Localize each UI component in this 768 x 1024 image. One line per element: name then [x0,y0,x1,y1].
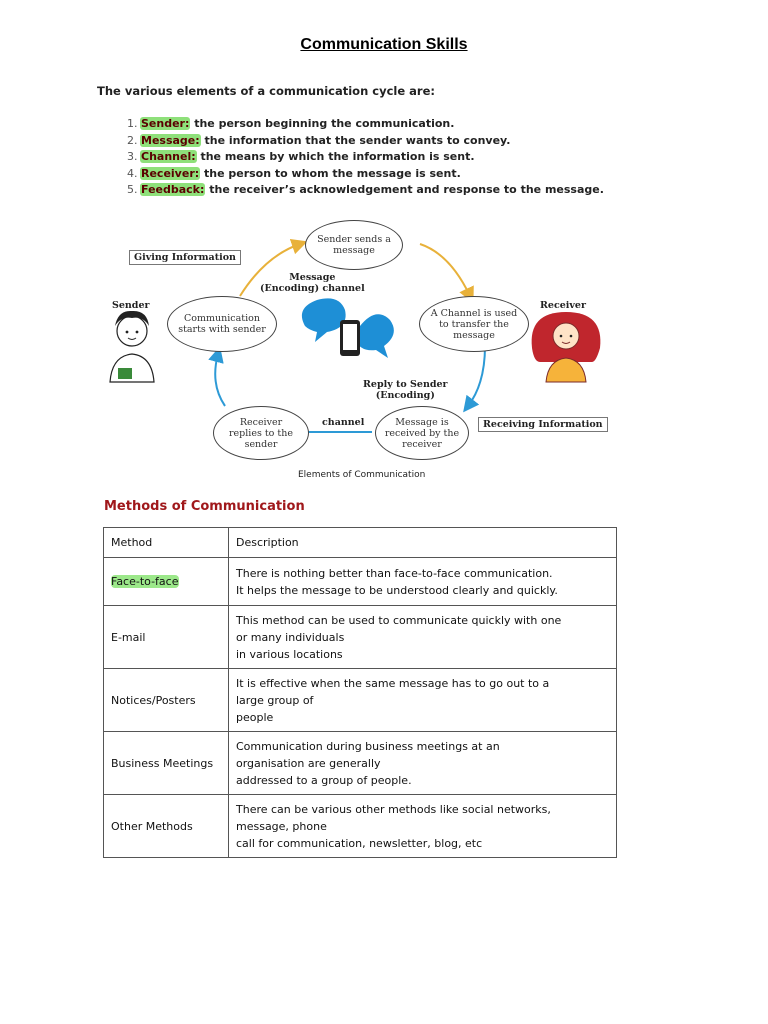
table-row [104,732,617,795]
description-line: in various locations [236,647,343,661]
method-cell [104,795,229,858]
label-channel: channel [322,417,365,428]
description-cell [229,732,617,795]
node-message-received: Message is received by the receiver [375,406,469,460]
label-reply-encoding: (Encoding) [375,390,435,401]
description-line: call for communication, newsletter, blog, etc [236,836,483,850]
description-line: addressed to a group of people. [236,773,412,787]
element-desc: the means by which the information is sent. [200,150,475,164]
elements-list [127,116,604,199]
label-message-encoding [260,272,365,294]
column-header-description: Description [229,528,617,558]
list-number: 5. [127,183,138,197]
label-receiver: Receiver [540,300,586,311]
element-desc: the receiver’s acknowledgement and response to the message. [209,183,604,197]
method-name: Other Methods [111,819,193,833]
description-line: Communication during business meetings at an [236,739,500,753]
arrow-top-to-right [420,244,470,296]
list-number: 1. [127,117,138,130]
element-term: Feedback: [141,183,205,197]
node-channel-transfer: A Channel is used to transfer the message [419,296,529,352]
list-item [127,149,604,166]
description-line: It is effective when the same message has to go out to a [236,676,550,690]
method-name: Face-to-face [111,575,179,588]
description-cell [229,795,617,858]
label-message: Message [289,272,336,283]
table-row [104,606,617,669]
method-cell [104,558,229,606]
description-line: large group of [236,693,314,707]
description-cell [229,558,617,606]
method-name: E-mail [111,630,146,644]
methods-heading: Methods of Communication [104,499,305,514]
receiver-avatar [532,312,601,382]
list-item [127,166,604,183]
description-line: It helps the message to be understood clearly and quickly. [236,583,558,597]
description-line: or many individuals [236,630,345,644]
label-receiving-information: Receiving Information [478,417,608,432]
element-term: Receiver: [141,166,200,180]
label-reply-to-sender [363,379,448,401]
description-line: message, phone [236,819,327,833]
description-line: people [236,710,274,724]
page-title: Communication Skills [300,36,468,53]
method-cell [104,669,229,732]
description-line: organisation are generally [236,756,381,770]
node-communication-starts: Communication starts with sender [167,296,277,352]
label-reply: Reply to Sender [363,379,448,390]
element-desc: the information that the sender wants to convey. [204,133,511,147]
intro-text: The various elements of a communication cycle are: [97,84,435,98]
arrow-right-to-bottom [468,346,485,406]
list-item [127,182,604,199]
methods-table [103,527,617,858]
element-desc: the person to whom the message is sent. [203,166,461,180]
communication-cycle-diagram [100,214,630,486]
sender-avatar [110,311,154,382]
description-line: There is nothing better than face-to-face communication. [236,566,553,580]
table-row [104,795,617,858]
element-term: Sender: [141,117,190,130]
method-name: Notices/Posters [111,693,196,707]
label-giving-information: Giving Information [129,250,241,265]
element-term: Message: [141,133,200,147]
method-cell [104,732,229,795]
chat-phone-icon [302,298,394,358]
column-header-method: Method [104,528,229,558]
label-encoding-channel: (Encoding) channel [260,283,365,294]
node-sender-sends-message: Sender sends a message [305,220,403,270]
element-desc: the person beginning the communication. [194,117,455,130]
list-number: 4. [127,166,138,180]
diagram-caption: Elements of Communication [298,470,426,480]
list-item [127,116,604,133]
method-name: Business Meetings [111,756,214,770]
label-sender: Sender [112,300,150,311]
description-line: There can be various other methods like social networks, [236,802,551,816]
method-cell [104,606,229,669]
table-row [104,669,617,732]
list-item [127,133,604,150]
description-line: This method can be used to communicate quickly with one [236,613,562,627]
arrow-bottom-to-left [215,354,225,406]
description-cell [229,606,617,669]
description-cell [229,669,617,732]
list-number: 2. [127,133,138,147]
list-number: 3. [127,150,138,164]
node-receiver-replies: Receiver replies to the sender [213,406,309,460]
table-header-row [104,528,617,558]
table-row [104,558,617,606]
element-term: Channel: [141,150,196,164]
